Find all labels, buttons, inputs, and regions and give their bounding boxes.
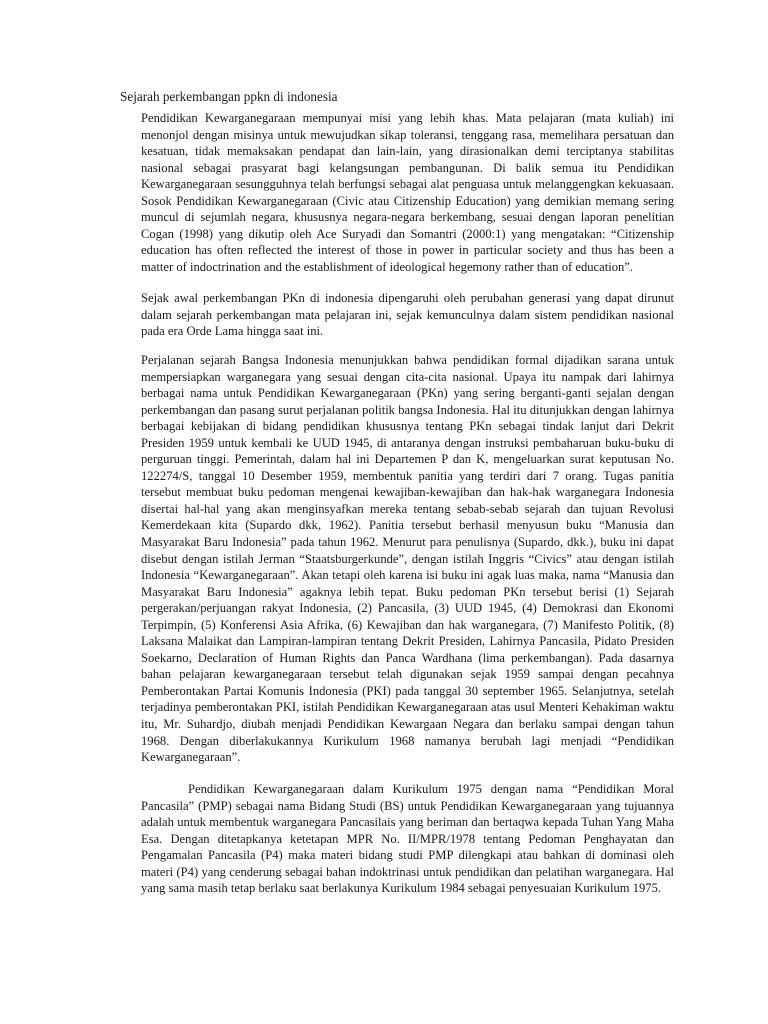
paragraph-3: Perjalanan sejarah Bangsa Indonesia menunjukkan bahwa pendidikan formal dijadikan sarana untuk mempersiapkan warganegara yang sesuai dengan cita-cita nasional. Upaya itu nampak dari lahirnya berbagai nama untuk Pendidikan Kewarganegaraan (PKn) yang sering berganti-ganti sejalan dengan perkembangan dan pasang surut perjalanan politik bangsa Indonesia. Hal itu ditunjukkan dengan lahirnya berbagai kebijakan di bidang pendidikan khususnya tentang PKn sebagai tindak lanjut dari Dekrit Presiden 1959 untuk kembali ke UUD 1945, di antaranya dengan instruksi pembaharuan buku-buku di perguruan tinggi. Pemerintah, dalam hal ini Departemen P dan K, mengeluarkan surat keputusan No. 122274/S, tanggal 10 Desember 1959, membentuk panitia yang terdiri dari 7 orang. Tugas panitia tersebut membuat buku pedoman mengenai kewajiban-kewajiban dan hak-hak warganegara Indonesia disertai hal-hal yang akan menginsyafkan mereka tentang sebab-sebab sejarah dan tujuan Revolusi Kemerdekaan kita (Supardo dkk, 1962). Panitia tersebut berhasil menyusun buku “Manusia dan Masyarakat Baru Indonesia” pada tahun 1962. Menurut para penulisnya (Supardo, dkk.), buku ini dapat disebut dengan istilah Jerman “Staatsburgerkunde”, dengan istilah Inggris “Civics” atau dengan istilah Indonesia “Kewarganegaraan”. Akan tetapi oleh karena isi buku ini agak luas maka, nama “Manusia dan Masyarakat Baru Indonesia” agaknya lebih tepat. Buku pedoman PKn tersebut berisi (1) Sejarah pergerakan/perjuangan rakyat Indonesia, (2) Pancasila, (3) UUD 1945, (4) Demokrasi dan Ekonomi Terpimpin, (5) Konferensi Asia Afrika, (6) Kewajiban dan hak warganegara, (7) Manifesto Politik, (8) Laksana Malaikat dan Lampiran-lampiran tentang Dekrit Presiden, Lahirnya Pancasila, Pidato Presiden Soekarno, Declaration of Human Rights dan Panca Wardhana (lima perkembangan). Pada dasarnya bahan pelajaran kewarganegaraan tersebut telah digunakan sejak 1959 sampai dengan pecahnya Pemberontakan Partai Komunis Indonesia (PKI) pada tanggal 30 september 1965. Selanjutnya, setelah terjadinya pemberontakan PKI, istilah Pendidikan Kewarganegaraan atas usul Menteri Kehakiman waktu itu, Mr. Suhardjo, diubah menjadi Pendidikan Kewargaan Negara dan berlaku sampai dengan tahun 1968. Dengan diberlakukannya Kurikulum 1968 namanya berubah lagi menjadi “Pendidikan Kewarganegaraan”.: [141, 353, 674, 765]
paragraph-4: Pendidikan Kewarganegaraan dalam Kurikulum 1975 dengan nama “Pendidikan Moral Pancasila” (PMP) sebagai nama Bidang Studi (BS) untuk Pendidikan Kewarganegaraan yang tujuannya adalah untuk membentuk warganegara Pancasilais yang beriman dan bertaqwa kepada Tuhan Yang Maha Esa. Dengan ditetapkanya ketetapan MPR No. II/MPR/1978 tentang Pedoman Penghayatan dan Pengamalan Pancasila (P4) maka materi bidang studi PMP dilengkapi atau bahkan di dominasi oleh materi (P4) yang cenderung sebagai bahan indoktrinasi untuk pendidikan dan pelatihan warganegara. Hal yang sama masih tetap berlaku saat berlakunya Kurikulum 1984 sebagai penyesuaian Kurikulum 1975.: [141, 782, 674, 896]
document-title: Sejarah perkembangan ppkn di indonesia: [120, 89, 338, 104]
paragraph-2: Sejak awal perkembangan PKn di indonesia dipengaruhi oleh perubahan generasi yang dapat dirunut dalam sejarah perkembangan mata pelajaran ini, sejak kemunculnya dalam sistem pendidikan nasional pada era Orde Lama hingga saat ini.: [141, 291, 674, 339]
paragraph-1: Pendidikan Kewarganegaraan mempunyai misi yang lebih khas. Mata pelajaran (mata kuliah) ini menonjol dengan misinya untuk mewujudkan sikap toleransi, tenggang rasa, memelihara persatuan dan kesatuan, tidak memaksakan pendapat dan lain-lain, yang dirasionalkan demi terciptanya stabilitas nasional sebagai prasyarat bagi kelangsungan pembangunan. Di balik semua itu Pendidikan Kewarganegaraan sesungguhnya telah berfungsi sebagai alat penguasa untuk melanggengkan kekuasaan. Sosok Pendidikan Kewarganegaraan (Civic atau Citizenship Education) yang demikian memang sering muncul di sejumlah negara, khususnya negara-negara berkembang, sesuai dengan laporan penelitian Cogan (1998) yang dikutip oleh Ace Suryadi dan Somantri (2000:1) yang mengatakan: “Citizenship education has often reflected the interest of those in power in particular society and thus has been a matter of indoctrination and the establishment of ideological hegemony rather than of education”.: [141, 111, 674, 274]
